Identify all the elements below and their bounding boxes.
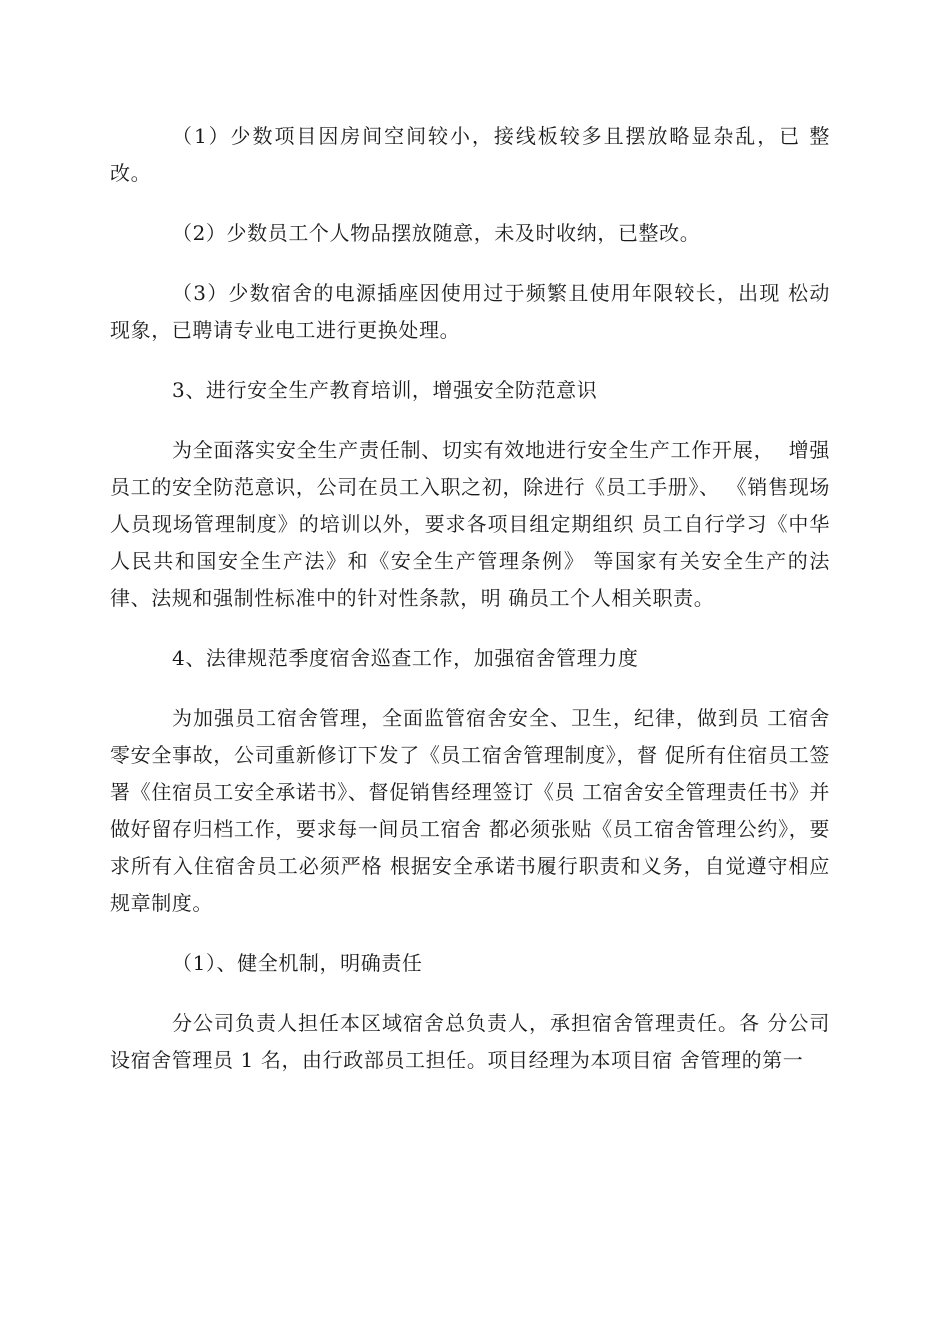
section-heading-4: 4、法律规范季度宿舍巡查工作，加强宿舍管理力度 — [172, 646, 639, 670]
paragraph-training: 为全面落实安全生产责任制、切实有效地进行安全生产工作开展， 增强员工的安全防范意识，公司在员工入职之初，除进行《员工手册》、 《销售现场人员现场管理制度》的培训以外，要求各项目组定期组织 员工自行学习《中华人民共和国安全生产法》和《安全生产管理条例》 等国家有关安全生产的法律、法规和强制性标准中的针对性条款，明 确员工个人相关职责。 — [110, 438, 830, 610]
subsection-heading-1: （1）、健全机制，明确责任 — [172, 951, 423, 975]
paragraph-responsibility: 分公司负责人担任本区域宿舍总负责人，承担宿舍管理责任。各 分公司设宿舍管理员 1 名，由行政部员工担任。项目经理为本项目宿 舍管理的第一 — [110, 1011, 830, 1072]
document-body — [110, 118, 830, 1079]
paragraph-rectification-3: （3）少数宿舍的电源插座因使用过于频繁且使用年限较长，出现 松动现象，已聘请专业电工进行更换处理。 — [110, 281, 831, 342]
paragraph-dormitory-management: 为加强员工宿舍管理，全面监管宿舍安全、卫生，纪律，做到员 工宿舍零安全事故，公司重新修订下发了《员工宿舍管理制度》，督 促所有住宿员工签署《住宿员工安全承诺书》、督促销售经理签订《员 工宿舍安全管理责任书》并做好留存归档工作，要求每一间员工宿舍 都必须张贴《员工宿舍管理公约》，要求所有入住宿舍员工必须严格 根据安全承诺书履行职责和义务，自觉遵守相应规章制度。 — [110, 706, 830, 915]
paragraph-rectification-1: （1）少数项目因房间空间较小，接线板较多且摆放略显杂乱，已 整改。 — [110, 124, 830, 185]
section-heading-3: 3、进行安全生产教育培训，增强安全防范意识 — [172, 378, 598, 402]
paragraph-rectification-2: （2）少数员工个人物品摆放随意，未及时收纳，已整改。 — [172, 221, 701, 245]
